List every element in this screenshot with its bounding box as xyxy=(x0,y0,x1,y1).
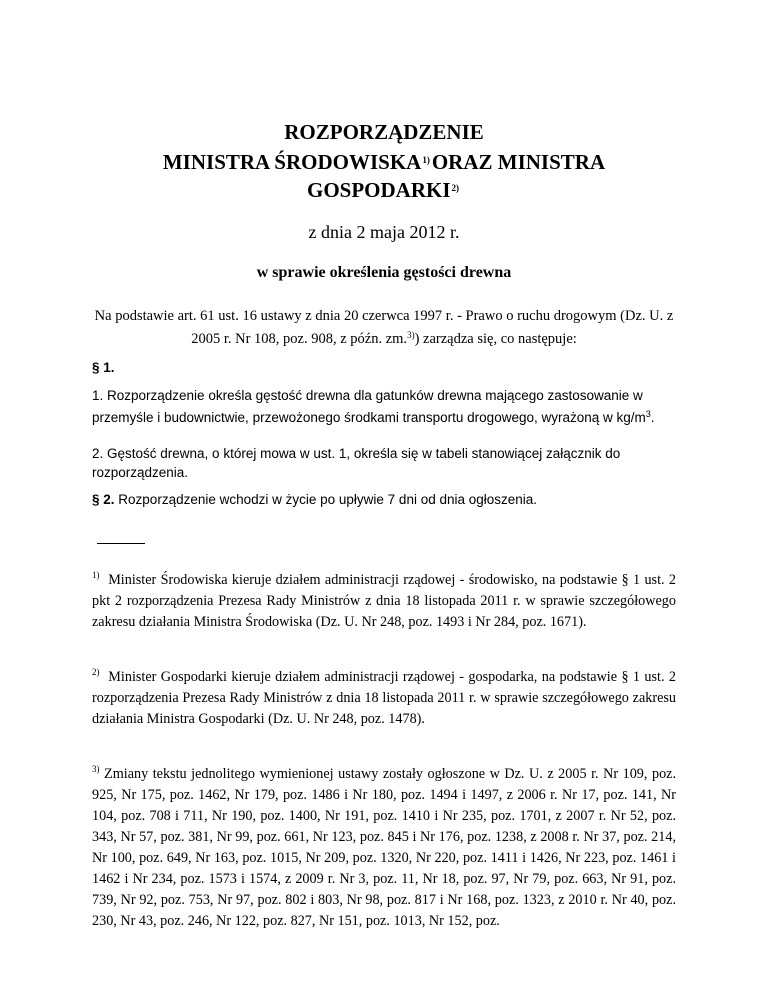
document-subject: w sprawie określenia gęstości drewna xyxy=(256,264,512,281)
footnote-ref-3[interactable]: 3) xyxy=(407,330,415,340)
section-2 xyxy=(92,490,692,509)
section-1-heading: § 1. xyxy=(92,360,115,375)
footnote-3: $^{3)}$ Zmiany tekstu jednolitego wymienionej ustawy zostały ogłoszone w Dz. U. z 2005 r. Nr 109, poz. 925, Nr 175, poz. 1462, Nr 179, poz. 1486 i Nr 180, poz. 1494 i 1497, z 2006 r. Nr 17, poz. 141, Nr 104, poz. 708 i 711, Nr 190, poz. 1400, Nr 191, poz. 1410 i Nr 235, poz. 1701, z 2007 r. Nr 52, poz. 343, Nr 57, poz. 381, Nr 99, poz. 661, Nr 123, poz. 845 i Nr 176, poz. 1238, z 2008 r. Nr 37, poz. 214, Nr 100, poz. 649, Nr 163, poz. 1015, Nr 209, poz. 1320, Nr 220, poz. 1411 i 1426, Nr 223, poz. 1461 i 1462 i Nr 234, poz. 1573 i 1574, z 2009 r. Nr 3, poz. 11, Nr 18, poz. 97, Nr 79, poz. 663, Nr 91, poz. 739, Nr 92, poz. 753, Nr 97, poz. 802 i 803, Nr 98, poz. 817 i Nr 168, poz. 1323, z 2010 r. Nr 40, poz. 230, Nr 43, poz. 246, Nr 122, poz. 827, Nr 151, poz. 1013, Nr 152, poz. xyxy=(92,764,677,929)
footnote-1: $^{1)}$ Minister Środowiska kieruje działem administracji rządowej - środowisko, na podstawie § 1 ust. 2 pkt 2 rozporządzenia Prezesa Rady Ministrów z dnia 18 listopada 2011 r. w sprawie szczegółowego zakresu działania Ministra Środowiska (Dz. U. Nr 248, poz. 1493 i Nr 284, poz. 1671). xyxy=(92,570,676,630)
footnote-2: $^{2)}$ Minister Gospodarki kieruje działem administracji rządowej - gospodarka, na podstawie § 1 ust. 2 rozporządzenia Prezesa Rady Ministrów z dnia 18 listopada 2011 r. w sprawie szczegółowego zakresu działania Ministra Gospodarki (Dz. U. Nr 248, poz. 1478). xyxy=(92,667,677,727)
section-2-heading: § 2. xyxy=(92,492,115,507)
title-line-2: MINISTRA ŚRODOWISKA$^{1)}$ORAZ MINISTRA xyxy=(162,150,606,174)
document-date: z dnia 2 maja 2012 r. xyxy=(308,222,460,242)
title-line-1: ROZPORZĄDZENIE xyxy=(284,120,484,144)
section-1-paragraph-1: 1. Rozporządzenie określa gęstość drewna dla gatunków drewna mającego zastosowanie w przemyśle i budownictwie, przewożonego środkami transportu drogowego, wyrażoną w $kg/m^3$. xyxy=(92,388,655,425)
legal-basis: Na podstawie art. 61 ust. 16 ustawy z dnia 20 czerwca 1997 r. - Prawo o ruchu drogowym (Dz. U. z 2005 r. Nr 108, poz. 908, z późn. zm.$^{3)}$) zarządza się, co następuje: xyxy=(94,308,674,347)
section-2-text: Rozporządzenie wchodzi w życie po upływie 7 dni od dnia ogłoszenia. xyxy=(118,492,538,507)
footnote-ref-2[interactable]: 2) xyxy=(451,183,459,193)
footnote-separator xyxy=(97,543,145,544)
title-line-3: GOSPODARKI$^{2)}$ xyxy=(306,178,459,202)
section-1-paragraph-2: 2. Gęstość drewna, o której mowa w ust. 1, określa się w tabeli stanowiącej załącznik do rozporządzenia. xyxy=(92,446,621,480)
footnote-ref-1[interactable]: 1) xyxy=(422,155,430,165)
